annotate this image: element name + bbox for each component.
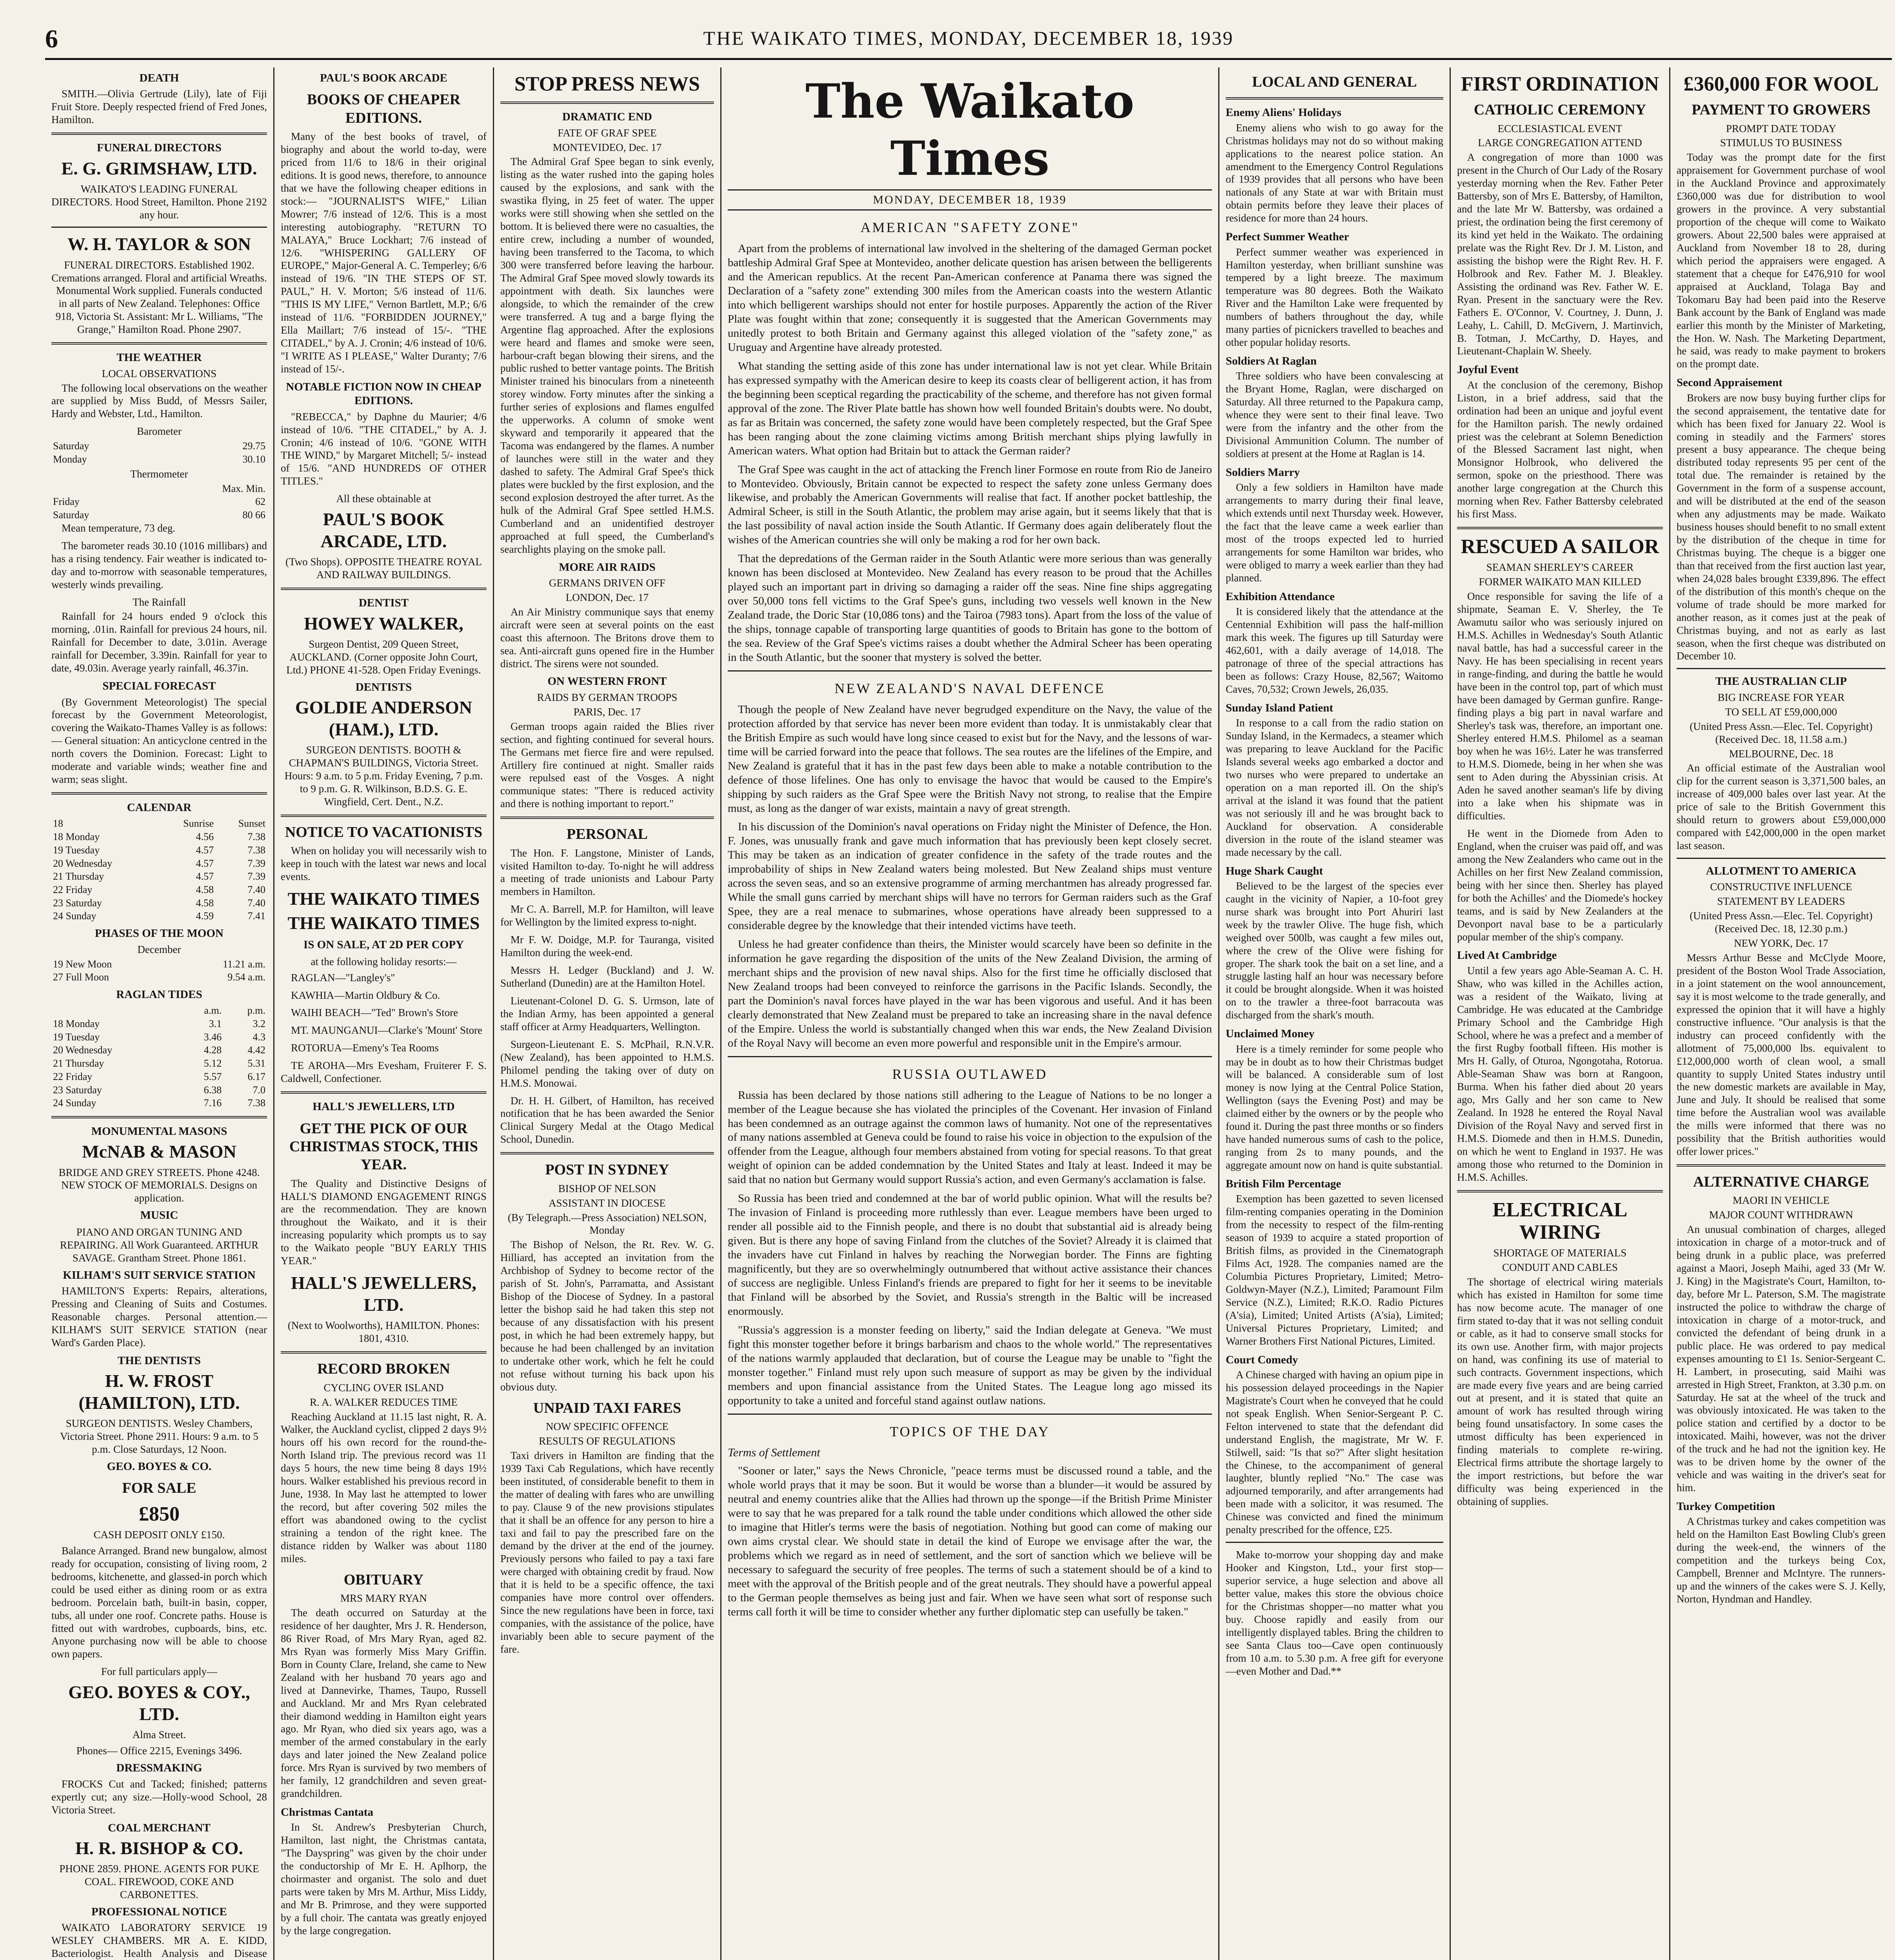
boyes-address: Alma Street. (132, 1729, 186, 1741)
item-text: Enemy aliens who wish to go away for the Christmas holidays may not do so without making applications to the nearest police station. An amendment to the Emergency Control Regulations of 1939 provides that all persons who have been nationals of any State at war with Britain must obtain permits before they leave their places of residence for more than 24 hours. (1226, 122, 1443, 224)
boyes-heading: GEO. BOYES & CO. (107, 1460, 212, 1473)
moon-month: December (137, 943, 181, 955)
table-row: Saturday 29.75 (53, 440, 265, 452)
divider (728, 670, 1212, 671)
column-classifieds (45, 67, 274, 1960)
story-text: German troops again raided the Blies river section, and fighting continued for several hours. The Germans met fierce fire and were repulsed. Artillery fire continued at night. Smaller raids were repulsed east of the Vosges. A night communique states: "There is reduced activity and there is nothing important to report." (500, 720, 714, 810)
obituary-heading: OBITUARY (343, 1571, 424, 1588)
record-subheading: R. A. WALKER REDUCES TIME (309, 1396, 458, 1408)
sydney-subheading: ASSISTANT IN DIOCESE (549, 1197, 666, 1209)
column-advertisements (274, 67, 494, 1960)
table-row: 20 Wednesday 4.57 7.39 (53, 857, 265, 869)
divider (500, 102, 714, 104)
item-heading: Exhibition Attendance (1226, 590, 1335, 603)
wool-text: Today was the prompt date for the first appraisement for Government purchase of wool in the Auckland Province and approximately £360,000 was due for distribution to wool growers in the province. A very substantial proportion of the cheque will come to Waikato growers. About 22,500 bales were appraised at Auckland from November 18 to 28, during which period the appraisers were engaged. A statement that a cheque for £476,910 for wool appraised at Auckland, Tolaga Bay and Tokomaru Bay had been paid into the Reserve Bank account by the Bank of England was made earlier this month by the Minister of Marketing, the Hon. W. Nash. The Marketing Department, he said, was ready to make payment to brokers on the prompt date. (1677, 151, 1886, 370)
item-text: Believed to be the largest of the species ever caught in the vicinity of Napier, a 10-foot grey nurse shark was brought into Port Ahuriri last week by the trawler Olive. The huge fish, which weighed over 500lb, was caught a few miles out, where the crew of the Olive were fishing for groper. The shark took the bait on a set line, and a struggle lasting half an hour was necessary before it could be brought alongside. When it was hoisted on to the trawler a three-foot barracouta was discharged from the shark's mouth. (1226, 880, 1443, 1021)
editorial-paragraph: What standing the setting aside of this zone has under international law is not yet clear. While Britain has expressed sympathy with the American desire to keep its coasts clear of belligerent action, it has from the beginning been sceptical regarding the practicability of the scheme, and therefore has not given formal approval of the zone. The River Plate battle has shown how well founded Britain's doubts were. No doubt, as far as Britain was concerned, the safety zone would have been completely respected, but the Graf Spee has been ranging about the zone claiming victims among British merchant ships plying lawfully in American waters. What option had Britain but to attack the German raider? (728, 359, 1212, 457)
resorts-intro: at the following holiday resorts:— (311, 955, 457, 967)
table-row: 23 Saturday 6.38 7.0 (53, 1084, 265, 1096)
clip-subheading: TO SELL AT £59,000,000 (1725, 706, 1837, 718)
obituary-subheading: MRS MARY RYAN (340, 1592, 427, 1604)
joyful-text: At the conclusion of the ceremony, Bishop Liston, in a brief address, said that the ordination had been an unique and joyful event for the Hamilton parish. The newly ordained priest was the celebrant at Solemn Benediction of the Blessed Sacrament last night, when Monsignor Holbrook, who delivered the sermon, spoke on the priesthood. There was another large congregation at the Church this morning when Rev. Father Battersby celebrated his first Mass. (1457, 379, 1663, 520)
table-row: Friday 62 (53, 496, 265, 508)
monumental-heading: MONUMENTAL MASONS (91, 1125, 227, 1138)
record-subheading: CYCLING OVER ISLAND (323, 1381, 444, 1394)
for-sale-heading: FOR SALE (122, 1480, 196, 1497)
personal-item: Mr C. A. Barrell, M.P. for Hamilton, will leave for Wellington by the limited express to-night. (500, 903, 714, 928)
editorial-paragraph: "Sooner or later," says the News Chronicle, "peace terms must be discussed round a table, and the whole world prays that it may be soon. But it would be worse than a blunder—it would be assured by neutral and enemy countries alike that the Allies had thrown up the sponge—if the British Prime Minister were to say that he was prepared for a talk round the table under conditions which allowed the other side to imagine that Hitler's terms were the basis of negotiation. Nothing but good can come of making our own aims crystal clear. We should state in detail the kind of Europe we envisage after the war, the problems which we regard as in need of settlement, and the sort of sanction which we believe will be necessary to safeguard the security of free peoples. The terms of such a statement should be of a kind to meet with the approval of the British people and of the great neutrals. They should have a powerful appeal to the German people themselves as being just and fair. When we have seen what sort of response such terms call forth it will be time to consider whether any further diplomatic step can usefully be taken." (728, 1465, 1212, 1618)
sailor-subheading: FORMER WAIKATO MAN KILLED (1479, 576, 1641, 588)
divider (1677, 858, 1886, 859)
funeral-heading: FUNERAL DIRECTORS (97, 142, 222, 154)
arcade-name: PAUL'S BOOK ARCADE, LTD. (320, 509, 447, 552)
allotment-subheading: CONSTRUCTIVE INFLUENCE (1710, 881, 1852, 893)
personal-item: Surgeon-Lieutenant E. S. McPhail, R.N.V.R. (New Zealand), has been appointed to H.M.S. Philomel pending the taking over of duty on H.M.S. Monowai. (500, 1038, 714, 1089)
editorial-heading: AMERICAN "SAFETY ZONE" (860, 220, 1079, 236)
allotment-subheading: STATEMENT BY LEADERS (1717, 895, 1845, 907)
divider (281, 815, 487, 817)
allotment-dateline: NEW YORK, Dec. 17 (1734, 937, 1828, 949)
story-dateline: MONTEVIDEO, Dec. 17 (552, 141, 662, 153)
editorial-paragraph: Unless he had greater confidence than theirs, the Minister would scarcely have been so definite in the information he gave regarding the disposition of the units of the New Zealand Division, the arming of merchant ships and the provision of new naval ships. Also for the first time he officially disclosed that New Zealand troops had been conveyed to reinforce the garrisons in the Pacific Islands. Secondly, the part the Dominion's naval forces have played in the war has been vigorous and useful. And it has been clearly demonstrated that New Zealand must be prepared to take an increasing share in the naval defence of the Empire. Unless the world is substantially changed when this war ends, the New Zealand Division of the Royal Navy will become an even more powerful and responsible unit in the Empire's armour. (728, 938, 1212, 1049)
ordination-subheading: LARGE CONGREGATION ATTEND (1478, 137, 1642, 149)
divider (1457, 527, 1663, 529)
halls-heading: HALL'S JEWELLERS, LTD (313, 1100, 455, 1113)
story-heading: ON WESTERN FRONT (547, 675, 667, 688)
divider (500, 1152, 714, 1154)
halls-text: The Quality and Distinctive Designs of HALL'S DIAMOND ENGAGEMENT RINGS are the recommendation. They are known throughout the Waikato, and it is their increasing popularity which prompts us to say to the Waikato people "BUY EARLY THIS YEAR." (281, 1177, 487, 1267)
story-text: An Air Ministry communique says that enemy aircraft were seen at several points on the east coast this afternoon. The Britons drove them to sea. Anti-aircraft guns opened fire in the Humber district. The sirens were not sounded. (500, 606, 714, 670)
editorial-heading: TOPICS OF THE DAY (890, 1423, 1050, 1439)
table-row: 20 Wednesday 4.28 4.42 (53, 1044, 265, 1056)
item-text: A Chinese charged with having an opium pipe in his possession delayed proceedings in the Napier Magistrate's Court when he conveyed that he could not speak English. When Senior-Sergeant P. C. Felton intervened to state that the defendant did understand English, the magistrate, Mr W. F. Stilwell, said: "Is that so?" After slight hesitation the Chinese, to the accompaniment of general laughter, bluntly replied "No." The case was adjourned temporarily, and after arrangements had been made with a solicitor, it was resumed. The Chinese was convicted and fined the minimum penalty prescribed for the offence, £25. (1226, 1368, 1443, 1536)
notable-heading: NOTABLE FICTION NOW IN CHEAP EDITIONS. (286, 380, 481, 407)
resort-item: WAIHI BEACH—"Ted" Brown's Store (291, 1007, 458, 1019)
item-heading: Huge Shark Caught (1226, 864, 1323, 877)
taxi-subheading: RESULTS OF REGULATIONS (539, 1435, 676, 1447)
allotment-heading: ALLOTMENT TO AMERICA (1706, 865, 1857, 878)
notable-text: "REBECCA," by Daphne du Maurier; 4/6 instead of 10/6. "THE CITADEL," by A. J. Cronin; 4/6 instead of 10/6. "GONE WITH THE WIND," by Margaret Mitchell; 5/- instead of 15/6. "AND HUNDREDS OF OTHER TITLES." (281, 410, 487, 487)
tides-table (51, 1004, 267, 1110)
column-stop-press (494, 67, 721, 1960)
wool-subheading: PAYMENT TO GROWERS (1692, 102, 1871, 118)
table-row: Max. Min. (222, 483, 265, 494)
item-heading: Sunday Island Patient (1226, 701, 1333, 714)
divider (51, 1116, 267, 1118)
turkey-heading: Turkey Competition (1677, 1500, 1775, 1513)
editorial-paragraph: Though the people of New Zealand have never begrudged expenditure on the Navy, the value of the protection afforded by that service has never been more evident than today. It is unmistakably clear that the British Empire as such would have long since ceased to exist but for the Navy, and the lessons of war-time will be carried forward into the peace that follows. The sea routes are the lifelines of the Empire, and New Zealand is grateful that it has in the past few days been able to make a notable contribution to the defence of those lifelines. One has only to envisage the havoc that would be caused to the Empire's shipping by such raiders as the Graf Spee were the British Navy not strong, to realise that the Empire must, as long as the danger of war exists, maintain a navy of great strength. (728, 703, 1212, 815)
forecast-text: (By Government Meteorologist) The special forecast by the Government Meteorologist, covering the Waikato-Thames Valley is as follows:— General situation: An anticyclone centred in the north covers the Dominion. Forecast: Light to moderate and variable winds; weather fine and warm; seas slight. (51, 696, 267, 786)
editorial-heading: NEW ZEALAND'S NAVAL DEFENCE (834, 680, 1105, 696)
table-row: 22 Friday 5.57 6.17 (53, 1071, 265, 1082)
electrical-text: The shortage of electrical wiring materials which has existed in Hamilton for some time has now become acute. The manager of one firm stated to-day that it was not selling conduit or cable, as it had to conserve small stocks for its own use. Another firm, with major projects on hand, was confining its use of material to such contracts. Government inspections, which are made every five years and are being carried out at present, and it is stated that quite an amount of work has resulted through wiring being found unsatisfactory. In some cases the utmost difficulty has been experienced in finding materials to complete re-wiring. Electrical firms attribute the shortage largely to the import restrictions, but before the war difficulty was being experienced in the obtaining of supplies. (1457, 1276, 1663, 1507)
taylor-text: FUNERAL DIRECTORS. Established 1902. Cremations arranged. Floral and artificial Wreaths. Monumental Work supplied. Funerals conducted in all parts of New Zealand. Telephones: Office 918, Victoria St. Assistant: Mr L. Williams, "The Grange," Hamilton Road. Phone 2907. (51, 259, 267, 336)
item-heading: Court Comedy (1226, 1353, 1298, 1366)
coal-heading: COAL MERCHANT (108, 1821, 211, 1834)
editorial-paragraph: "Russia's aggression is a monster feeding on liberty," said the Indian delegate at Geneva. "We must fight this monster together before it brings barbarism and chaos to the whole world." The representatives of the nations warmly applauded that declaration, but of course the League may be unable to "fight the monster together." Finland must rely upon such measure of support as may be given by the individual members and upon financial assistance from the United States. The League long ago missed its opportunity to take a united and forceful stand against outlaw nations. (728, 1323, 1212, 1407)
halls-name: HALL'S JEWELLERS, LTD. (291, 1273, 476, 1315)
item-heading: Soldiers Marry (1226, 466, 1300, 479)
goldie-name: GOLDIE ANDERSON (HAM.), LTD. (295, 697, 472, 740)
walker-name: HOWEY WALKER, (304, 613, 463, 633)
table-row: 18 Monday 3.1 3.2 (53, 1018, 265, 1030)
alternative-heading: ALTERNATIVE CHARGE (1693, 1174, 1869, 1191)
divider (51, 792, 267, 795)
moon-table (51, 958, 267, 984)
table-row: 18 Monday 4.56 7.38 (53, 831, 265, 843)
table-row: 19 New Moon 11.21 a.m. (53, 958, 265, 970)
stop-press-title: STOP PRESS NEWS (514, 73, 700, 95)
table-row: 24 Sunday 4.59 7.41 (53, 910, 265, 922)
story-heading: DRAMATIC END (562, 111, 652, 123)
rainfall-text: Rainfall for 24 hours ended 9 o'clock this morning, .01in. Rainfall for previous 24 hours, nil. Rainfall for December to date, 3.01in. Average rainfall for December, 3.39in. Rainfall for year to date, 49.03in. Average yearly rainfall, 46.37in. (51, 610, 267, 674)
music-heading: MUSIC (140, 1209, 178, 1222)
goldie-text: SURGEON DENTISTS. BOOTH & CHAPMAN'S BUILDINGS, Victoria Street. Hours: 9 a.m. to 5 p.m. Friday Evening, 7 p.m. to 9 p.m. G. R. Wilkinson, B.D.S. G. E. Wingfield, Cert. Dent., N.Z. (284, 744, 483, 808)
particulars: For full particulars apply— (101, 1666, 218, 1678)
electrical-subheading: CONDUIT AND CABLES (1502, 1261, 1618, 1274)
record-heading: RECORD BROKEN (317, 1361, 450, 1377)
music-text: PIANO AND ORGAN TUNING AND REPAIRING. All Work Guaranteed. ARTHUR SAVAGE. Grantham Street. Phone 1861. (60, 1226, 259, 1264)
editorial-paragraph: Apart from the problems of international law involved in the sheltering of the damaged German pocket battleship Admiral Graf Spee at Montevideo, another delicate question has arisen between the belligerents and the American republics. At the recent Pan-American conference at Panama there was signed the Declaration of a "safety zone" extending 300 miles from the American coasts into the western Atlantic into which belligerent warships should not enter for hostile purposes. Apparently the action of the River Plate was fought within that zone; consequently it is suggested that the American Governments may unitedly protest to both Britain and Germany against this alleged violation of the "safety zone," as Uruguay and Argentine have already protested. (728, 242, 1212, 354)
table-row: Saturday 80 66 (53, 509, 265, 521)
grimshaw-name: E. G. GRIMSHAW, LTD. (61, 158, 257, 178)
item-text: Here is a timely reminder for some people who may be in doubt as to how their Christmas budget will be balanced. A considerable sum of lost money is now lying at the Central Police Station, Wellington (says the Evening Post) and may be claimed either by the owners or by the people who found it. During the past three months or so finders have handed numerous sums of cash to the police, ranging from 2s to many pounds, and the aggregate amount now on hand is quite substantial. (1226, 1043, 1443, 1171)
resort-item: RAGLAN—"Langley's" (291, 971, 395, 984)
grimshaw-text: WAIKATO'S LEADING FUNERAL DIRECTORS. Hood Street, Hamilton. Phone 2192 any hour. (51, 183, 267, 221)
boyes-phones: Phones— Office 2215, Evenings 3496. (76, 1745, 242, 1757)
table-row: 21 Thursday 4.57 7.39 (53, 871, 265, 882)
table-row: a.m. p.m. (204, 1005, 265, 1016)
clip-subheading: BIG INCREASE FOR YEAR (1717, 691, 1845, 703)
obituary-text: The death occurred on Saturday at the residence of her daughter, Mrs J. R. Henderson, 86 River Road, of Mrs Mary Ryan, aged 82. Mrs Ryan was formerly Miss Mary Griffin. Born in County Clare, Ireland, she came to New Zealand with her husband 70 years ago and lived at Dannevirke, Thames, Taupo, Russell and Auckland. Mr and Mrs Ryan celebrated their diamond wedding in Hamilton eight years ago. Mr Ryan, who died six years ago, was a member of the armed constabulary in the early days and later joined the New Zealand police force. Mrs Ryan is survived by two members of her family, 12 grandchildren and seven great-grandchildren. (281, 1607, 487, 1800)
books-text: Many of the best books of travel, of biography and about the world to-day, were priced from 11/6 to 18/6 in their original editions. It is good news, therefore, to announce that we have the following cheaper editions in stock:— "JOURNALIST'S WIFE," Lilian Mowrer; 7/6 instead of 12/6. This is a most interesting autobiography. "RETURN TO MALAYA," Bruce Lockhart; 7/6 instead of 12/6. "WHISPERING GALLERY OF EUROPE," Major-General A. C. Temperley; 6/6 instead of 19/6. "IN THE STEPS OF ST. PAUL," H. V. Morton; 5/6 instead of 11/6. "THIS IS MY LIFE," Vernon Bartlett, M.P.; 6/6 instead of 11/6. "FORBIDDEN JOURNEY," Ella Maillart; 7/6 instead of 15/-. "THE CITADEL," by A. J. Cronin; 4/6 instead of 10/6. "I WRITE AS I PLEASE," Walter Duranty; 7/6 instead of 15/-. (281, 131, 487, 375)
dressmaking-heading: DRESSMAKING (116, 1762, 202, 1775)
sailor-heading: RESCUED A SAILOR (1461, 535, 1659, 558)
divider (1226, 1542, 1443, 1543)
table-row: 24 Sunday 7.16 7.38 (53, 1097, 265, 1109)
wool-subheading: STIMULUS TO BUSINESS (1720, 137, 1842, 149)
resort-item: MT. MAUNGANUI—Clarke's 'Mount' Store (291, 1024, 483, 1036)
column-wool (1670, 67, 1892, 1960)
divider (281, 1091, 487, 1094)
divider (728, 1414, 1212, 1415)
taxi-heading: UNPAID TAXI FARES (533, 1399, 681, 1416)
divider (281, 1351, 487, 1354)
editorial-paragraph: In his discussion of the Dominion's naval operations on Friday night the Minister of Defence, the Hon. F. Jones, was unusually frank and gave much information that has previously been kept closely secret. This may be taken as an indication of greater confidence in the safety of the trade routes and the improbability of ships in New Zealand waters being molested. But New Zealand ships must venture across the seven seas, and so an extensive programme of arming merchantmen has already progressed far. While the small guns carried by merchant ships will have no terrors for German raiders such as the Graf Spee, they are a real menace to submarines, whose operations have already been suppressed to a considerable degree by the knowledge that their intended victims have teeth. (728, 820, 1212, 932)
joyful-heading: Joyful Event (1457, 363, 1519, 376)
running-head: THE WAIKATO TIMES, MONDAY, DECEMBER 18, 1939 (703, 27, 1234, 49)
editorial-paragraph: So Russia has been tried and condemned at the bar of world public opinion. What will the results be? The invasion of Finland is proceeding more ruthlessly than ever. League members have been urged to render all possible aid to the Finnish people, and there is no doubt that substantial aid is already being given. But is there any hope of saving Finland from the clutches of the Soviet? Already it is claimed that the invaders have cut Finland in halves by reaching the Norwegian border. The Finns are fighting magnificently, but they are so overwhelmingly outnumbered that without active assistance their chances of success are negligible. Unless Finland's friends are prepared to fight for her it seems to be inevitable that Finland will be absorbed by the Soviet, and Russia's strength in the Baltic will be increased enormously. (728, 1192, 1212, 1318)
divider (51, 227, 267, 228)
mcnab-name: McNAB & MASON (82, 1142, 236, 1162)
item-heading: British Film Percentage (1226, 1177, 1341, 1190)
on-sale: IS ON SALE, AT 2D PER COPY (303, 938, 464, 951)
dentist-heading: DENTIST (358, 597, 409, 610)
cantata-text: In St. Andrew's Presbyterian Church, Hamilton, last night, the Christmas cantata, "The Dayspring" was given by the choir under the conductorship of Mr E. H. Aplhorp, the choirmaster and organist. The solo and duet parts were taken by Mrs M. Arthur, Miss Liddy, and Mr B. Primrose, and they were supported by a full choir. The cantata was greatly enjoyed by the large congregation. (281, 1821, 487, 1936)
bishop-text: PHONE 2859. PHONE. AGENTS FOR PUKE COAL. FIREWOOD, COKE AND CARBONETTES. (59, 1863, 259, 1900)
local-observations: LOCAL OBSERVATIONS (102, 367, 217, 379)
halls-address: (Next to Woolworths), HAMILTON. Phones: 1801, 4310. (287, 1319, 480, 1345)
taylor-name: W. H. TAYLOR & SON (67, 234, 251, 254)
editorial-paragraph: That the depredations of the German raider in the South Atlantic were more serious than was generally known has been disclosed at Montevideo. New Zealand has every reason to be proud that the Achilles played such an important part in driving so damaging a raider off the seas. Nine fine ships aggregating over 50,000 tons fell victims to the Graf Spee's guns, including two vessels well known in the New Zealand trade, the Doric Star (10,086 tons) and the Tairoa (7983 tons). Apart from the loss of the value of the ships, tonnage capable of transporting large quantities of goods to Britain has gone to the bottom of the sea. Review of the Graf Spee's victims raises a doubt whether the Admiral Scheer has been operating in the South Atlantic, but the sooner that mystery is solved the better. (728, 552, 1212, 664)
frost-name: H. W. FROST (HAMILTON), LTD. (78, 1370, 240, 1413)
table-row: 19 Tuesday 3.46 4.3 (53, 1031, 265, 1043)
weather-heading: THE WEATHER (116, 351, 202, 364)
editorial-heading: RUSSIA OUTLAWED (892, 1066, 1048, 1082)
local-general-title: LOCAL AND GENERAL (1252, 74, 1417, 90)
item-heading: Perfect Summer Weather (1226, 230, 1349, 243)
page-masthead (45, 24, 1892, 60)
barometer-heading: Barometer (137, 425, 182, 437)
item-text: In response to a call from the radio station on Sunday Island, in the Kermadecs, a steamer which was preparing to leave Auckland for the Pacific Islands several weeks ago embarked a doctor and two nurses who were prepared to undertake an operation on a man reported ill. On the ship's arrival at the island it was found that the patient was not seriously ill and he was brought back to Auckland for observation. A considerable diversion in the route of the island steamer was made necessary by the call. (1226, 717, 1443, 858)
dentists-heading: THE DENTISTS (118, 1354, 201, 1367)
notice-text: When on holiday you will necessarily wish to keep in touch with the latest war news and local events. (281, 845, 487, 883)
cambridge-text: Until a few years ago Able-Seaman A. C. H. Shaw, who was killed in the Achilles action, was a resident of the Waikato, living at Cambridge. He was educated at the Cambridge Primary School and the Cambridge High School, where he was a prefect and a member of the first Rugby football fifteen. His mother is Mrs H. Gally, of Oturoa, Ngongotaha, Rotorua. Able-Seaman Shaw was born at Rangoon, Burma. When his father died about 20 years ago, Mrs Gally and her son came to New Zealand. In 1928 he entered the Royal Naval Division of the Royal Navy and served first in H.M.S. Diomede and then in H.M.S. Dunedin, on which he went to England in 1937. He was among those who returned to the Dominion in H.M.S. Achilles. (1457, 964, 1663, 1183)
divider (1226, 97, 1443, 100)
electrical-heading: ELECTRICAL WIRING (1492, 1198, 1628, 1243)
mean-temperature: Mean temperature, 73 deg. (62, 522, 176, 534)
resort-item: ROTORUA—Emeny's Tea Rooms (291, 1042, 439, 1054)
bishop-name: H. R. BISHOP & CO. (75, 1838, 243, 1858)
for-sale-text: Balance Arranged. Brand new bungalow, almost ready for occupation, consisting of living room, 2 bedrooms, kitchenette, and glassed-in porch which could be used either as dining room or as extra bedroom. Porcelain bath, built-in basin, copper, tubs, all under one roof. Concrete paths. House is fitted out with wardrobes, cupboards, bins, etc. Anyone purchasing now will be able to choose own papers. (51, 1544, 267, 1660)
dressmaking-text: FROCKS Cut and Tacked; finished; patterns expertly cut; any size.—Holly-wood School, 28 Victoria Street. (51, 1778, 267, 1816)
turkey-text: A Christmas turkey and cakes competition was held on the Hamilton East Bowling Club's green during the week-end, the winners of the competition and the turkeys being Cox, Campbell, Brenner and McIntyre. The runners-up and the winners of the cakes were S. J. Kelly, Norton, Hyndman and Handley. (1677, 1515, 1886, 1605)
column-editorial (721, 67, 1219, 1960)
story-subheading: RAIDS BY GERMAN TROOPS (537, 691, 678, 703)
sailor-subheading: SEAMAN SHERLEY'S CAREER (1486, 561, 1634, 573)
frost-text: SURGEON DENTISTS. Wesley Chambers, Victoria Street. Phone 2911. Hours: 9 a.m. to 5 p.m. Close Saturdays, 12 Noon. (60, 1417, 258, 1455)
divider (1677, 668, 1886, 669)
sydney-text: The Bishop of Nelson, the Rt. Rev. W. G. Hilliard, has accepted an invitation from the Archbishop of Sydney to become rector of the parish of St. John's, Parramatta, and Assistant Bishop of the Diocese of Sydney. In a pastoral letter the bishop said he had taken this step not because of any dissatisfaction with his present post, in which he had been extremely happy, but because he had been challenged by an invitation to undertake other work, which he felt he could not refuse without turning his back upon his obvious duty. (500, 1239, 714, 1393)
professional-text: WAIKATO LABORATORY SERVICE 19 WESLEY CHAMBERS. MR A. E. KIDD, Bacteriologist. Health Analysis and Disease (51, 1922, 267, 1960)
divider (500, 817, 714, 819)
resort-item: TE AROHA—Mrs Evesham, Fruiterer F. S. Caldwell, Confectioner. (281, 1060, 487, 1085)
alternative-subheading: MAJOR COUNT WITHDRAWN (1709, 1209, 1853, 1221)
nameplate: The Waikato Times (805, 74, 1134, 187)
taxi-subheading: NOW SPECIFIC OFFENCE (545, 1421, 669, 1433)
item-text: It is considered likely that the attendance at the Centennial Exhibition will pass the half-million mark this week. The figures up till Saturday were 462,601, with a daily average of 14,018. The patronage of three of the special attractions has been as follows: Crazy House, 82,567; Waitomo Caves, 70,532; Crown Jewels, 26,035. (1226, 606, 1443, 695)
waikato-times-2: THE WAIKATO TIMES (287, 913, 480, 933)
item-text: Perfect summer weather was experienced in Hamilton yesterday, when brilliant sunshine was tempered by a light breeze. The maximum temperature was 80 degrees. Both the Waikato River and the Hamilton Lake were frequented by numbers of bathers throughout the day, while many parties of picnickers travelled to beaches and other popular holiday resorts. (1226, 246, 1443, 348)
column-local-general (1219, 67, 1451, 1960)
divider (1677, 1164, 1886, 1167)
ordination-subheading: CATHOLIC CEREMONY (1473, 102, 1646, 118)
personal-item: Messrs H. Ledger (Buckland) and J. W. Sutherland (Dunedin) are at the Hamilton Hotel. (500, 964, 714, 989)
alternative-subheading: MAORI IN VEHICLE (1733, 1194, 1830, 1207)
divider (728, 1056, 1212, 1057)
item-heading: Unclaimed Money (1226, 1027, 1315, 1040)
divider (51, 342, 267, 345)
personal-item: Dr. H. H. Gilbert, of Hamilton, has received notification that he has been awarded the Senior Clinical Surgery Medal at the Otago Medical School, Dunedin. (500, 1094, 714, 1145)
books-heading: BOOKS OF CHEAPER EDITIONS. (307, 91, 461, 126)
editorial-date: MONDAY, DECEMBER 18, 1939 (728, 189, 1212, 211)
tides-heading: RAGLAN TIDES (116, 988, 202, 1001)
barometer-table (51, 439, 267, 466)
death-notice: SMITH.—Olivia Gertrude (Lily), late of Fiji Fruit Store. Deeply respected friend of Fred Jones, Hamilton. (51, 88, 267, 126)
wool-subheading: PROMPT DATE TODAY (1726, 122, 1837, 134)
story-text: The Admiral Graf Spee began to sink evenly, listing as the water rushed into the gaping holes caused by the explosions, and sank with the swastika flying, in 25 feet of water. The upper works were still showing when she settled on the bottom. It is believed there were no casualties, the entire crew, including a number of wounded, having been transferred to the Tacoma, to which 300 were transferred before leaving the harbour. The Admiral Graf Spee moved slowly towards its appointment with death. Six launches were alongside, to which the remainder of the crew were transferred. A tug and a barge flying the Argentine flag approached. After the explosions were heard and flames and smoke were seen, harbour-craft began blowing their sirens, and the public rushed to better vantage points. The British Minister trained his binoculars from a nineteenth storey window. Forty minutes after the sinking a further series of explosions and flames engulfed the upperworks. A column of smoke went skyward and temporarily it appeared that the Tacoma was endangered by the flames. A number of launches were still in the water and they dashed to safety. The Admiral Graf Spee's thick plates were buckled by the first explosion, and the second explosion destroyed the after turret. As the hulk of the Admiral Graf Spee settled H.M.S. Cumberland and an unidentified destroyer approached at full speed, the Cumberland's searchlights playing on the smoke pall. (500, 156, 714, 555)
allotment-credit: (United Press Assn.—Elec. Tel. Copyright) (Received Dec. 18, 12.30 p.m.) (1690, 910, 1873, 935)
pick-heading: GET THE PICK OF OUR CHRISTMAS STOCK, THIS YEAR. (289, 1120, 478, 1173)
walker-text: Surgeon Dentist, 209 Queen Street, AUCKLAND. (Corner opposite John Court, Ltd.) PHONE 41-528. Open Friday Evenings. (286, 638, 481, 676)
story-heading: MORE AIR RAIDS (559, 561, 656, 573)
personal-item: The Hon. F. Langstone, Minister of Lands, visited Hamilton to-day. To-night he will address a meeting of trade unionists and Labour Party members in Hamilton. (500, 847, 714, 898)
sailor-text: He went in the Diomede from Aden to England, when the cruiser was paid off, and was among the New Zealanders who came out in the Achilles on her first New Zealand commission, being with her since then. Sherley has played for both the Achilles' and the Diomede's hockey teams, and is said by New Zealanders at the Devonport naval base to be a particularly popular member of the ship's company. (1457, 828, 1663, 943)
divider (51, 132, 267, 135)
personal-item: Mr F. W. Doidge, M.P. for Tauranga, visited Hamilton during the week-end. (500, 934, 714, 959)
personal-heading: PERSONAL (567, 826, 648, 843)
forecast-heading: SPECIAL FORECAST (102, 680, 216, 693)
story-subheading: FATE OF GRAF SPEE (558, 127, 657, 139)
editorial-paragraph: The Graf Spee was caught in the act of attacking the French liner Formose en route from Rio de Janeiro to Montevideo. Obviously, Britain cannot be expected to respect the safety zone unless Germany does likewise, and probably the American Governments will realise that fact. If another pocket battleship, the Admiral Scheer, is still in the South Atlantic, the problem may arise again, but it seems likely that that is the last possibility of naval action inside the South Atlantic. If Germany does again deliberately flout the wishes of the American countries she will only be making a rod for her own back. (728, 463, 1212, 546)
clip-heading: THE AUSTRALIAN CLIP (1715, 675, 1847, 688)
shopping-notice: Make to-morrow your shopping day and make Hooker and Kingston, Ltd., your first stop—superior service, a huge selection and above all better value, makes this store the obvious choice for the Christmas shopper—no matter what you buy. Choose rapidly and easily from our intelligently displayed tables. Bring the children to see Santa Claus too—Cave open continuously from 10 a.m. to 5.30 p.m. A free gift for everyone—even Mother and Dad.** (1226, 1549, 1443, 1677)
sale-price: £850 (139, 1503, 180, 1525)
clip-dateline: MELBOURNE, Dec. 18 (1729, 748, 1833, 760)
moon-heading: PHASES OF THE MOON (95, 927, 223, 940)
story-subheading: GERMANS DRIVEN OFF (549, 577, 666, 589)
ordination-text: A congregation of more than 1000 was present in the Church of Our Lady of the Rosary yesterday morning when the Rev. Father Peter Battersby, son of Mrs E. Battersby, of Hamilton, and the late Mr W. Battersby, was ordained a priest, the ordination being the first ceremony of its kind yet held in the Waikato. The ordaining prelate was the Right Rev. Dr J. M. Liston, and assisting the bishop were the Right Rev. H. F. Holbrook and Rev. Father M. J. Bleakley. Assisting the ordinand was Rev. Father W. E. Ryan. Present in the sanctuary were the Rev. Fathers E. O'Connor, V. Courtney, J. Dunn, J. Leahy, L. Cahill, D. McGivern, J. Martinvich, B. Totman, J. McCarthy, D. Hayes, and Lieutenant-Chaplain W. Sheely. (1457, 151, 1663, 357)
divider (1457, 1190, 1663, 1192)
thermometer-table (51, 482, 267, 522)
alternative-text: An unusual combination of charges, alleged intoxication in charge of a motor-truck and of being drunk in a public place, was preferred against a Maori, Joseph Maihi, aged 33 (Mr W. J. King) in the Magistrate's Court, Hamilton, to-day, before Mr L. Paterson, S.M. The magistrate instructed the police to withdraw the charge of intoxication in charge of a motor-truck, and convicted the defendant of being drunk in a public place. He was ordered to pay medical expenses amounting to £1 1s. Senior-Sergeant C. H. Lambert, in prosecuting, said Maihi was arrested in High Street, Frankton, at 3.30 p.m. on Saturday. He sat at the wheel of the truck and was obviously intoxicated. He was taken to the police station and certified by a doctor to be intoxicated. Maihi, however, was not the driver of the truck and he had not the ignition key. He was to be driven home by the owner of the vehicle and was waiting in the driver's seat for him. (1677, 1223, 1886, 1494)
kilham-text: HAMILTON'S Experts: Repairs, alterations, Pressing and Cleaning of Suits and Costumes. Reasonable charges. Personal attention.—KILHAM'S SUIT SERVICE STATION (near Ward's Garden Place). (51, 1285, 267, 1348)
arcade-address: (Two Shops). OPPOSITE THEATRE ROYAL AND RAILWAY BUILDINGS. (285, 556, 482, 581)
mcnab-text: BRIDGE AND GREY STREETS. Phone 4248. NEW STOCK OF MEMORIALS. Designs on application. (58, 1166, 260, 1204)
cash-deposit: CASH DEPOSIT ONLY £150. (93, 1528, 225, 1541)
item-text: Three soldiers who have been convalescing at the Bryant Home, Raglan, were discharged on Saturday. All three returned to the Papakura camp, whence they were sent to their final leave. Two were from the infantry and the other from the Divisional Ammunition Column. The number of soldiers at present at the Home at Raglan is 14. (1226, 370, 1443, 460)
obtainable: All these obtainable at (336, 493, 431, 505)
story-dateline: LONDON, Dec. 17 (565, 591, 649, 603)
divider (281, 588, 487, 590)
ordination-title: FIRST ORDINATION (1461, 73, 1659, 95)
topics-subheading: Terms of Settlement (728, 1446, 820, 1459)
item-heading: Enemy Aliens' Holidays (1226, 106, 1341, 119)
item-text: Exemption has been gazetted to seven licensed film-renting companies operating in the Dominion from the necessity to respect of the film-renting season of 1939 to acquire a stated proportion of British films, as provided in the Cinematograph Films Act, 1928. The companies named are the Columbia Pictures Proprietary, Limited; Metro-Goldwyn-Mayer (N.Z.), Limited; Paramount Film Service (N.Z.), Limited; R.K.O. Radio Pictures (A'sia), Limited; United Artists (A'sia), Limited; Universal Pictures Proprietary, Limited; and Warner Brothers First National Pictures, Limited. (1226, 1193, 1443, 1347)
rainfall-heading: The Rainfall (133, 596, 186, 608)
dentists-heading: DENTISTS (355, 681, 412, 693)
sydney-subheading: BISHOP OF NELSON (558, 1182, 656, 1194)
editorial-paragraph: Russia has been declared by those nations still adhering to the League of Nations to be no longer a member of the League because she has violated the principles of the Covenant. Her invasion of Finland has been condemned as an outrage against the common laws of humanity. Not one of the representatives of many nations assembled at Geneva could be found to raise his voice in objection to the expulsion of the offender from the League, although four members abstained from voting for special reasons. To that great weight of opinion can be added condemnation by the United States and Italy at least. Indeed it may be said that no nation but Germany would support Russia's action, and even Germany's acclamation is false. (728, 1089, 1212, 1186)
clip-text: An official estimate of the Australian wool clip for the current season is 3,371,500 bales, an increase of 409,000 bales over last year. At the price of sale to the British Government this should return to growers about £59,000,000 compared with £42,000,000 in the open market last season. (1677, 762, 1886, 852)
clip-credit: (United Press Assn.—Elec. Tel. Copyright) (Received Dec. 18, 11.58 a.m.) (1690, 720, 1873, 745)
calendar-heading: CALENDAR (127, 801, 192, 814)
notice-heading: NOTICE TO VACATIONISTS (285, 824, 483, 840)
item-text: Only a few soldiers in Hamilton have made arrangements to marry during their final leave, which extends until next Thursday week. However, the fact that the leave came a week earlier than most of the troops expected led to hurried arrangements for some Hamilton war brides, who were obliged to marry a week earlier than they had planned. (1226, 481, 1443, 584)
thermometer-heading: Thermometer (130, 468, 188, 480)
calendar-table (51, 817, 267, 923)
professional-heading: PROFESSIONAL NOTICE (91, 1905, 227, 1918)
table-row: 19 Tuesday 4.57 7.38 (53, 844, 265, 856)
item-heading: Soldiers At Raglan (1226, 355, 1317, 368)
sydney-dateline: (By Telegraph.—Press Association) NELSON, Monday (508, 1211, 707, 1236)
personal-item: Lieutenant-Colonel D. G. S. Urmson, late of the Indian Army, has been appointed a general staff officer at Army Headquarters, Wellington. (500, 995, 714, 1033)
ordination-subheading: ECCLESIASTICAL EVENT (1497, 122, 1622, 134)
death-heading: DEATH (139, 72, 179, 84)
sailor-text: Once responsible for saving the life of a shipmate, Seaman E. V. Sherley, the Te Awamutu sailor who was seriously injured on H.M.S. Achilles in Wednesday's South Atlantic naval battle, has had a successful career in the Navy. He has been specialising in recent years in range-finding, and during the battle he would have been in the control top, part of which must have been damaged by German gunfire. Range-finding plays a big part in naval warfare and Sherley's task was, therefore, an important one. Sherley entered H.M.S. Philomel as a seaman boy when he was 16½. Later he was transferred to H.M.S. Diomede, being in her when she was sent to Aden during the Abyssinian crisis. At Aden he saved another seaman's life by diving into a lake when his shipmate was in difficulties. (1457, 590, 1663, 822)
record-text: Reaching Auckland at 11.15 last night, R. A. Walker, the Auckland cyclist, clipped 2 days 9½ hours off his own record for the round-the-North Island trip. The previous record was 11 days 5 hours, the new time being 8 days 19½ hours. Walker established his previous record in June, 1938. In May last he attempted to lower the record, but after covering 502 miles the effort was abandoned owing to the cyclist straining a tendon of the right knee. The distance ridden by Walker was about 1180 miles. (281, 1410, 487, 1564)
electrical-subheading: SHORTAGE OF MATERIALS (1493, 1247, 1627, 1259)
kilham-heading: KILHAM'S SUIT SERVICE STATION (63, 1269, 256, 1281)
arcade-heading: PAUL'S BOOK ARCADE (320, 72, 447, 84)
cantata-heading: Christmas Cantata (281, 1806, 374, 1819)
table-row: 21 Thursday 5.12 5.31 (53, 1058, 265, 1069)
table-row: 22 Friday 4.58 7.40 (53, 884, 265, 896)
wool-title: £360,000 FOR WOOL (1683, 73, 1879, 95)
column-ordination (1451, 67, 1670, 1960)
barometer-text: The barometer reads 30.10 (1016 millibars) and has a rising tendency. Fair weather is indicated to-day and to-morrow with seasonable temperatures, westerly winds prevailing. (51, 539, 267, 590)
cambridge-heading: Lived At Cambridge (1457, 949, 1557, 962)
table-row: 18 Sunrise Sunset (53, 818, 265, 829)
table-row: 23 Saturday 4.58 7.40 (53, 897, 265, 909)
taxi-text: Taxi drivers in Hamilton are finding that the 1939 Taxi Cab Regulations, which have recently been instituted, of considerable benefit to them in the matter of dealing with fares who are unwilling to pay. Clause 9 of the new provisions stipulates that it shall be an offence for any person to hire a taxi and fail to pay the prescribed fare on the demand by the driver at the end of the journey. Previously persons who failed to pay a taxi fare were charged with obtaining credit by fraud. Now that it is held to be a specific offence, the taxi companies have more control over offenders. Since the new regulations have been in force, taxi companies, with the assistance of the police, have invariably been able to secure payment of the fare. (500, 1449, 714, 1655)
resort-item: KAWHIA—Martin Oldbury & Co. (291, 989, 440, 1001)
waikato-times-1: THE WAIKATO TIMES (287, 889, 480, 909)
boyes-name: GEO. BOYES & COY., LTD. (68, 1682, 250, 1724)
table-row: Monday 30.10 (53, 454, 265, 465)
sydney-heading: POST IN SYDNEY (545, 1161, 669, 1178)
allotment-text: Messrs Arthur Besse and McClyde Moore, president of the Boston Wool Trade Association, in a joint statement on the wool announcement, say it is most welcome to the trade generally, and expressed the opinion that it will have a highly constructive influence. "Our analysis is that the industry can proceed confidently with the allotment of 75,000,000 lbs. equivalent to £12,000,000 worth of clean wool, a small quantity to supply United States industry until the new domestic markets are available in May, June and July. It should be realised that some time before the Australian wool was available the mills were informed that there was no possibility that the British authorities would offer lower prices." (1677, 952, 1886, 1158)
weather-intro: The following local observations on the weather are supplied by Miss Budd, of Messrs Sailer, Hardy and Webster, Ltd., Hamilton. (51, 382, 267, 420)
second-text: Brokers are now busy buying further clips for the second appraisement, the tentative date for which has been fixed for January 22. Wool is coming in steadily and the Farmers' stores present a busy appearance. The cheque being distributed today represents 95 per cent of the total due. The remainder is retained by the Government in the form of a suspense account, and will be distributed at the end of the season when any adjustments may be made. Waikato business houses should benefit to no small extent by the distribution of the cheque in time for Christmas buying. The cheque is a bigger one than that received from the first auction last year, when 24,028 bales brought £339,896. The effect of the distribution of this month's cheque on the volume of trade should be more marked for another reason, as it comes just at the peak of Christmas buying, and not as early as last season, when the first cheque was distributed on December 10. (1677, 392, 1886, 662)
table-row: 27 Full Moon 9.54 a.m. (53, 971, 265, 983)
page-number: 6 (45, 25, 58, 53)
second-heading: Second Appraisement (1677, 376, 1782, 389)
story-dateline: PARIS, Dec. 17 (573, 706, 641, 718)
